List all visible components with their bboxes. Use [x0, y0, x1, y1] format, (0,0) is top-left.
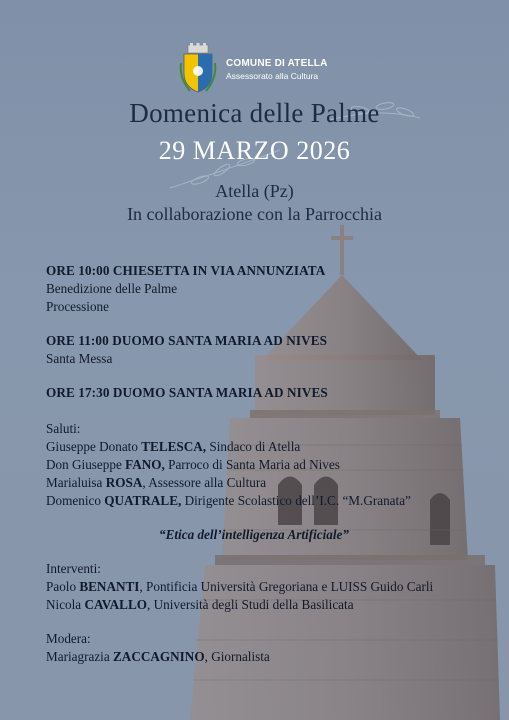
- slot-3-heading: ORE 17:30 DUOMO SANTA MARIA AD NIVES: [46, 385, 328, 400]
- saluti-person: Don Giuseppe FANO, Parroco di Santa Maria ad Nives: [46, 457, 340, 472]
- collaboration-line: In collaborazione con la Parrocchia: [127, 204, 382, 224]
- saluti-person: Domenico QUATRALE, Dirigente Scolastico dell’I.C. “M.Granata”: [46, 493, 411, 508]
- slot-1-heading: ORE 10:00 CHIESETTA IN VIA ANNUNZIATA: [46, 263, 326, 278]
- comune-name: COMUNE DI ATELLA: [226, 57, 328, 69]
- event-date: 29 MARZO 2026: [158, 136, 351, 165]
- comune-text: [226, 58, 328, 81]
- moderator: Mariagrazia ZACCAGNINO, Giornalista: [46, 649, 270, 664]
- comune-crest-icon: [178, 43, 218, 95]
- interventi-person: Nicola CAVALLO, Università degli Studi della Basilicata: [46, 597, 354, 612]
- saluti-label: Saluti:: [46, 421, 81, 436]
- slot-1-item: Processione: [46, 299, 109, 314]
- topic-title: “Etica dell’intelligenza Artificiale”: [159, 527, 349, 542]
- assessorato-label: Assessorato alla Cultura: [226, 70, 319, 81]
- header: [178, 43, 328, 95]
- interventi-person: Paolo BENANTI, Pontificia Università Gregoriana e LUISS Guido Carli: [46, 579, 434, 594]
- interventi-label: Interventi:: [46, 561, 101, 576]
- slot-1-item: Benedizione delle Palme: [46, 281, 178, 296]
- saluti-person: Giuseppe Donato TELESCA, Sindaco di Atella: [46, 439, 301, 454]
- saluti-person: Marialuisa ROSA, Assessore alla Cultura: [46, 475, 267, 490]
- event-title: Domenica delle Palme: [129, 98, 380, 128]
- slot-2-item: Santa Messa: [46, 351, 113, 366]
- slot-2-heading: ORE 11:00 DUOMO SANTA MARIA AD NIVES: [46, 333, 328, 348]
- program: [46, 262, 506, 666]
- event-place: Atella (Pz): [215, 181, 294, 201]
- modera-label: Modera:: [46, 631, 91, 646]
